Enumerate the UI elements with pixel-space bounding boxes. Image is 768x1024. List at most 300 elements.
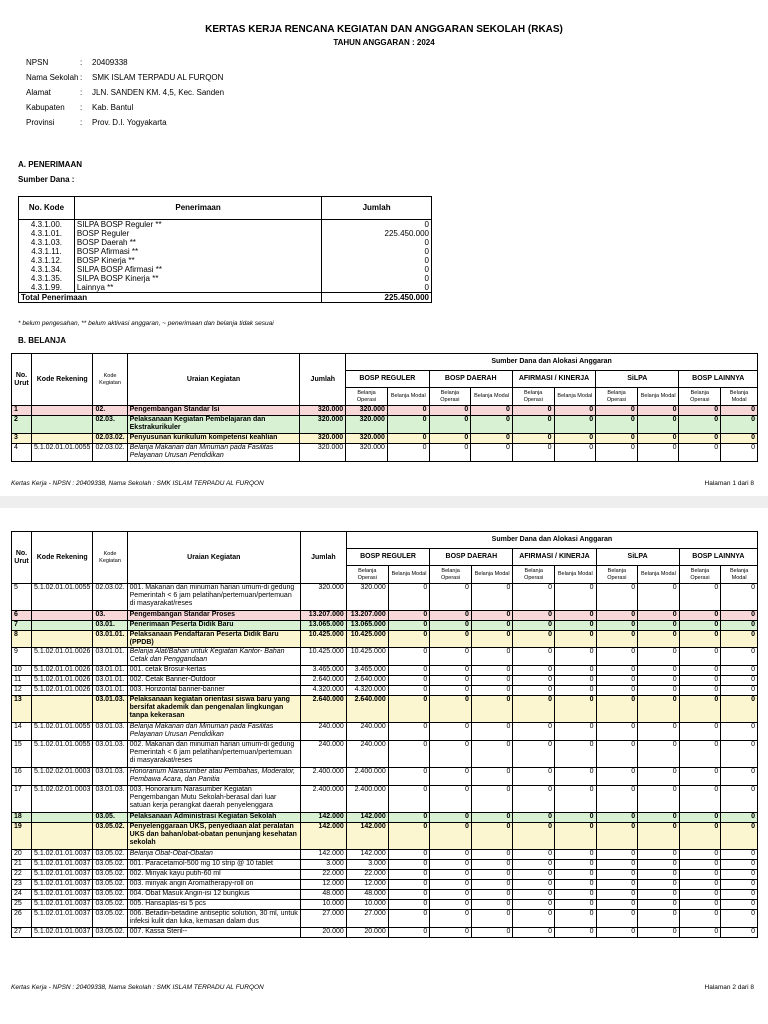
- cell-alokasi: 10.425.000: [346, 631, 388, 648]
- cell-alokasi: 0: [513, 910, 555, 928]
- info-key: Alamat: [26, 88, 51, 97]
- cell-no: 9: [12, 648, 32, 666]
- col-group: BOSP DAERAH: [429, 371, 512, 388]
- cell-uraian: Penyusunan kurikulum kompetensi keahlian: [127, 434, 300, 444]
- cell-alokasi: 0: [429, 444, 471, 462]
- cell-alokasi: 10.000: [346, 900, 388, 910]
- cell-alokasi: 0: [679, 444, 721, 462]
- cell-alokasi: 0: [430, 666, 472, 676]
- cell-alokasi: 2.400.000: [346, 786, 388, 813]
- cell-alokasi: 0: [471, 621, 513, 631]
- total-label: Total Penerimaan: [19, 293, 322, 303]
- cell-kode: 4.3.1.35.: [19, 274, 75, 283]
- cell-alokasi: 0: [555, 648, 597, 666]
- cell-alokasi: 0: [430, 823, 472, 850]
- info-key: Provinsi: [26, 118, 55, 127]
- cell-alokasi: 0: [638, 850, 680, 860]
- cell-kode-kegiatan: 03.05.02.: [93, 880, 127, 890]
- cell-alokasi: 0: [721, 860, 758, 870]
- cell-alokasi: 10.425.000: [346, 648, 388, 666]
- cell-alokasi: 0: [679, 910, 721, 928]
- document-subtitle: TAHUN ANGGARAN : 2024: [333, 38, 435, 47]
- cell-kode-rekening: 5.1.02.01.01.0055: [31, 723, 92, 741]
- cell-kode-kegiatan: 02.03.02.: [93, 584, 127, 611]
- col-group: BOSP REGULER: [346, 549, 430, 566]
- cell-alokasi: 0: [555, 621, 597, 631]
- cell-alokasi: 0: [555, 666, 597, 676]
- cell-alokasi: 0: [721, 768, 758, 786]
- cell-kode-kegiatan: 03.01.03.: [93, 696, 127, 723]
- cell-alokasi: 27.000: [346, 910, 388, 928]
- cell-no: 6: [12, 611, 32, 621]
- cell-jumlah: 3.000: [300, 860, 346, 870]
- info-value: Kab. Bantul: [92, 103, 134, 112]
- cell-alokasi: 0: [471, 676, 513, 686]
- cell-penerimaan: BOSP Daerah **: [74, 238, 321, 247]
- col-belanja-operasi: Belanja Operasi: [513, 566, 555, 584]
- info-row: [26, 118, 224, 133]
- col-belanja-operasi: Belanja Operasi: [430, 566, 472, 584]
- cell-jumlah: 2.640.000: [300, 696, 346, 723]
- cell-alokasi: 0: [555, 823, 597, 850]
- cell-no: 8: [12, 631, 32, 648]
- cell-alokasi: 0: [387, 406, 429, 416]
- penerimaan-note: * belum pengesahan, ** belum aktivasi anggaran, ~ penerimaan dan belanja tidak sesuai: [18, 320, 274, 327]
- cell-jumlah: 10.000: [300, 900, 346, 910]
- cell-kode-kegiatan: 03.: [93, 611, 127, 621]
- info-row: [26, 88, 224, 103]
- cell-alokasi: 0: [513, 850, 555, 860]
- cell-kode-rekening: [31, 813, 92, 823]
- cell-alokasi: 0: [596, 880, 638, 890]
- cell-alokasi: 0: [638, 723, 680, 741]
- cell-alokasi: 0: [471, 900, 513, 910]
- cell-alokasi: 0: [430, 870, 472, 880]
- cell-alokasi: 12.000: [346, 880, 388, 890]
- cell-alokasi: 0: [471, 823, 513, 850]
- col-uraian: Uraian Kegiatan: [127, 532, 300, 584]
- cell-alokasi: 0: [721, 890, 758, 900]
- school-info: [26, 58, 224, 133]
- cell-jumlah: 225.450.000: [322, 229, 432, 238]
- cell-alokasi: 0: [555, 890, 597, 900]
- col-belanja-modal: Belanja Modal: [721, 388, 758, 406]
- cell-uraian: 004. Obat Masuk Angin-isi 12 bungkus: [127, 890, 300, 900]
- cell-alokasi: 48.000: [346, 890, 388, 900]
- cell-alokasi: 0: [721, 444, 758, 462]
- cell-alokasi: 0: [430, 686, 472, 696]
- col-penerimaan: Penerimaan: [74, 197, 321, 220]
- cell-uraian: Pelaksanaan Administrasi Kegiatan Sekolah: [127, 813, 300, 823]
- cell-alokasi: 0: [471, 890, 513, 900]
- total-value: 225.450.000: [322, 293, 432, 303]
- cell-alokasi: 0: [555, 611, 597, 621]
- cell-alokasi: 0: [596, 648, 638, 666]
- penerimaan-row: [19, 238, 432, 247]
- cell-alokasi: 0: [513, 860, 555, 870]
- cell-alokasi: 0: [638, 928, 680, 938]
- cell-alokasi: 0: [429, 434, 471, 444]
- cell-jumlah: 3.465.000: [300, 666, 346, 676]
- cell-alokasi: 0: [554, 434, 596, 444]
- cell-uraian: 002. Minyak kayu putih-60 ml: [127, 870, 300, 880]
- cell-alokasi: 0: [513, 741, 555, 768]
- cell-no: 17: [12, 786, 32, 813]
- cell-alokasi: 0: [638, 900, 680, 910]
- cell-alokasi: 0: [555, 584, 597, 611]
- cell-alokasi: 0: [513, 696, 555, 723]
- cell-no: 2: [12, 416, 32, 434]
- cell-alokasi: 0: [721, 676, 758, 686]
- col-belanja-modal: Belanja Modal: [637, 388, 679, 406]
- cell-alokasi: 0: [471, 696, 513, 723]
- cell-jumlah: 0: [322, 256, 432, 265]
- cell-alokasi: 0: [555, 910, 597, 928]
- col-sumber-dana: Sumber Dana dan Alokasi Anggaran: [346, 354, 758, 371]
- cell-alokasi: 0: [596, 696, 638, 723]
- cell-alokasi: 0: [596, 723, 638, 741]
- col-belanja-modal: Belanja Modal: [471, 388, 513, 406]
- cell-alokasi: 0: [721, 648, 758, 666]
- cell-kode-rekening: 5.1.02.01.01.0055: [31, 741, 92, 768]
- belanja-row: [12, 823, 758, 850]
- cell-no: 12: [12, 686, 32, 696]
- cell-kode-kegiatan: 03.05.: [93, 813, 127, 823]
- col-group: BOSP DAERAH: [430, 549, 513, 566]
- cell-jumlah: 320.000: [300, 406, 346, 416]
- cell-alokasi: 0: [596, 406, 638, 416]
- cell-kode-rekening: 5.1.02.01.01.0037: [31, 900, 92, 910]
- cell-alokasi: 0: [638, 786, 680, 813]
- info-row: [26, 58, 224, 73]
- cell-jumlah: 13.065.000: [300, 621, 346, 631]
- cell-uraian: 003. Horizontal banner-banner: [127, 686, 300, 696]
- footer-left-page1: Kertas Kerja - NPSN : 20409338, Nama Sekolah : SMK ISLAM TERPADU AL FURQON: [11, 480, 264, 487]
- cell-kode-kegiatan: 03.01.: [93, 621, 127, 631]
- col-belanja-operasi: Belanja Operasi: [596, 566, 638, 584]
- cell-alokasi: 0: [554, 406, 596, 416]
- cell-kode-kegiatan: 03.01.03.: [93, 768, 127, 786]
- cell-alokasi: 0: [637, 434, 679, 444]
- cell-alokasi: 0: [513, 813, 555, 823]
- cell-alokasi: 0: [471, 880, 513, 890]
- cell-alokasi: 0: [638, 696, 680, 723]
- cell-alokasi: 0: [430, 910, 472, 928]
- cell-alokasi: 0: [596, 416, 638, 434]
- cell-alokasi: 142.000: [346, 850, 388, 860]
- cell-alokasi: 0: [513, 880, 555, 890]
- cell-alokasi: 0: [430, 928, 472, 938]
- cell-jumlah: 0: [322, 274, 432, 283]
- cell-kode-kegiatan: 03.05.02.: [93, 890, 127, 900]
- col-belanja-operasi: Belanja Operasi: [596, 388, 638, 406]
- cell-alokasi: 0: [679, 741, 721, 768]
- cell-alokasi: 0: [430, 900, 472, 910]
- cell-alokasi: 0: [513, 621, 555, 631]
- cell-alokasi: 13.065.000: [346, 621, 388, 631]
- cell-alokasi: 320.000: [346, 434, 388, 444]
- cell-uraian: 003. minyak angin Aromatherapy-roll on: [127, 880, 300, 890]
- cell-alokasi: 0: [596, 890, 638, 900]
- cell-alokasi: 0: [596, 686, 638, 696]
- cell-jumlah: 2.400.000: [300, 768, 346, 786]
- cell-alokasi: 0: [430, 813, 472, 823]
- cell-kode-rekening: 5.1.02.01.01.0037: [31, 890, 92, 900]
- col-belanja-operasi: Belanja Operasi: [346, 566, 388, 584]
- cell-alokasi: 0: [596, 666, 638, 676]
- cell-alokasi: 0: [430, 621, 472, 631]
- col-belanja-modal: Belanja Modal: [555, 566, 597, 584]
- cell-alokasi: 0: [430, 611, 472, 621]
- cell-uraian: Belanja Obat-Obat-Obatan: [127, 850, 300, 860]
- info-value: 20409338: [92, 58, 128, 67]
- penerimaan-row: [19, 229, 432, 238]
- cell-alokasi: 0: [430, 648, 472, 666]
- cell-no: 1: [12, 406, 32, 416]
- col-belanja-operasi: Belanja Operasi: [429, 388, 471, 406]
- cell-penerimaan: BOSP Kinerja **: [74, 256, 321, 265]
- cell-alokasi: 0: [513, 870, 555, 880]
- cell-alokasi: 0: [679, 890, 721, 900]
- cell-alokasi: 0: [471, 768, 513, 786]
- cell-alokasi: 240.000: [346, 723, 388, 741]
- cell-kode-rekening: 5.1.02.02.01.0003: [31, 768, 92, 786]
- info-value: Prov. D.I. Yogyakarta: [92, 118, 167, 127]
- penerimaan-row: [19, 283, 432, 293]
- cell-alokasi: 0: [513, 666, 555, 676]
- cell-alokasi: 0: [471, 850, 513, 860]
- cell-alokasi: 0: [430, 786, 472, 813]
- cell-alokasi: 0: [555, 723, 597, 741]
- cell-kode-kegiatan: 03.01.03.: [93, 723, 127, 741]
- cell-kode-rekening: 5.1.02.01.01.0037: [31, 910, 92, 928]
- cell-alokasi: 0: [388, 860, 430, 870]
- cell-kode-kegiatan: 03.01.01.: [93, 666, 127, 676]
- cell-alokasi: 0: [512, 406, 554, 416]
- cell-no: 27: [12, 928, 32, 938]
- cell-alokasi: 0: [637, 444, 679, 462]
- cell-uraian: Pelaksanaan Pendaftaran Peserta Didik Baru (PPDB): [127, 631, 300, 648]
- info-colon: :: [80, 58, 83, 67]
- cell-alokasi: 0: [638, 910, 680, 928]
- cell-jumlah: 0: [322, 220, 432, 230]
- cell-alokasi: 0: [596, 768, 638, 786]
- cell-alokasi: 0: [513, 686, 555, 696]
- cell-alokasi: 0: [638, 648, 680, 666]
- cell-kode-kegiatan: 03.05.02.: [93, 900, 127, 910]
- col-belanja-operasi: Belanja Operasi: [512, 388, 554, 406]
- cell-alokasi: 0: [429, 416, 471, 434]
- belanja-row: [12, 444, 758, 462]
- col-belanja-modal: Belanja Modal: [387, 388, 429, 406]
- cell-alokasi: 0: [388, 768, 430, 786]
- cell-alokasi: 0: [721, 823, 758, 850]
- cell-alokasi: 0: [471, 611, 513, 621]
- cell-kode-rekening: [31, 416, 92, 434]
- cell-alokasi: 0: [638, 666, 680, 676]
- belanja-row: [12, 611, 758, 621]
- cell-jumlah: 2.640.000: [300, 676, 346, 686]
- cell-alokasi: 0: [721, 584, 758, 611]
- cell-kode: 4.3.1.01.: [19, 229, 75, 238]
- cell-alokasi: 0: [388, 823, 430, 850]
- cell-alokasi: 0: [721, 880, 758, 890]
- cell-alokasi: 0: [513, 928, 555, 938]
- cell-jumlah: 0: [322, 238, 432, 247]
- cell-uraian: 006. Betadin-betadine antiseptic solution, 30 ml, untuk infeksi kulit dan luka, kemasan dalam dus: [127, 910, 300, 928]
- col-group: AFIRMASI / KINERJA: [512, 371, 595, 388]
- col-belanja-modal: Belanja Modal: [638, 566, 680, 584]
- cell-alokasi: 0: [388, 696, 430, 723]
- cell-jumlah: 0: [322, 283, 432, 293]
- cell-alokasi: 0: [679, 584, 721, 611]
- cell-alokasi: 0: [512, 444, 554, 462]
- belanja-row: [12, 910, 758, 928]
- col-belanja-operasi: Belanja Operasi: [679, 388, 721, 406]
- cell-alokasi: 2.400.000: [346, 768, 388, 786]
- cell-alokasi: 0: [430, 880, 472, 890]
- cell-alokasi: 0: [679, 813, 721, 823]
- cell-alokasi: 0: [471, 406, 513, 416]
- cell-alokasi: 0: [679, 823, 721, 850]
- cell-alokasi: 0: [721, 850, 758, 860]
- document-title: KERTAS KERJA RENCANA KEGIATAN DAN ANGGARAN SEKOLAH (RKAS): [205, 24, 563, 35]
- cell-uraian: Belanja Alat/Bahan untuk Kegiatan Kantor- Bahan Cetak dan Penggandaan: [127, 648, 300, 666]
- cell-penerimaan: BOSP Afirmasi **: [74, 247, 321, 256]
- cell-alokasi: 0: [638, 676, 680, 686]
- cell-uraian: 005. Hansaplas-isi 5 pcs: [127, 900, 300, 910]
- cell-kode-kegiatan: 03.01.03.: [93, 741, 127, 768]
- cell-alokasi: 0: [513, 823, 555, 850]
- cell-no: 10: [12, 666, 32, 676]
- cell-alokasi: 0: [555, 880, 597, 890]
- cell-alokasi: 0: [679, 686, 721, 696]
- cell-kode-kegiatan: 02.03.02.: [93, 434, 127, 444]
- cell-alokasi: 0: [679, 696, 721, 723]
- col-group: BOSP LAINNYA: [679, 549, 757, 566]
- cell-uraian: 007. Kassa Steril--: [127, 928, 300, 938]
- col-no-urut: No. Urut: [12, 354, 32, 406]
- cell-penerimaan: SILPA BOSP Reguler **: [74, 220, 321, 230]
- section-belanja: B. BELANJA: [18, 336, 67, 345]
- cell-alokasi: 0: [679, 786, 721, 813]
- cell-kode-rekening: 5.1.02.01.01.0026: [31, 686, 92, 696]
- cell-alokasi: 0: [638, 631, 680, 648]
- cell-kode-rekening: [31, 406, 92, 416]
- cell-alokasi: 0: [388, 928, 430, 938]
- cell-uraian: 001. Makanan dan minuman harian umum-di gedung Pemerintah < 6 jam pelatihan/pertemuan/pertemuan di masyarakat/reses: [127, 584, 300, 611]
- col-belanja-modal: Belanja Modal: [388, 566, 430, 584]
- cell-alokasi: 0: [721, 416, 758, 434]
- cell-alokasi: 0: [471, 434, 513, 444]
- cell-alokasi: 0: [679, 611, 721, 621]
- cell-alokasi: 0: [513, 890, 555, 900]
- col-belanja-modal: Belanja Modal: [721, 566, 758, 584]
- cell-alokasi: 0: [471, 416, 513, 434]
- cell-alokasi: 0: [679, 676, 721, 686]
- cell-alokasi: 0: [471, 666, 513, 676]
- cell-alokasi: 0: [555, 631, 597, 648]
- col-uraian: Uraian Kegiatan: [127, 354, 300, 406]
- cell-no: 14: [12, 723, 32, 741]
- cell-kode-rekening: 5.1.02.01.01.0037: [31, 880, 92, 890]
- cell-alokasi: 0: [721, 611, 758, 621]
- cell-alokasi: 20.000: [346, 928, 388, 938]
- cell-alokasi: 0: [679, 666, 721, 676]
- cell-uraian: Penyelenggaraan UKS, penyediaan alat peralatan UKS dan bahan/obat-obatan penunjang kesehatan sekolah: [127, 823, 300, 850]
- cell-alokasi: 0: [555, 870, 597, 880]
- cell-alokasi: 0: [679, 900, 721, 910]
- cell-uraian: Pengembangan Standar Isi: [127, 406, 300, 416]
- cell-alokasi: 0: [721, 723, 758, 741]
- cell-alokasi: 0: [638, 823, 680, 850]
- cell-alokasi: 0: [388, 786, 430, 813]
- cell-alokasi: 0: [471, 741, 513, 768]
- cell-kode-kegiatan: 03.01.03.: [93, 786, 127, 813]
- cell-alokasi: 13.207.000: [346, 611, 388, 621]
- col-group: AFIRMASI / KINERJA: [513, 549, 596, 566]
- cell-kode-rekening: 5.1.02.01.01.0055: [31, 584, 92, 611]
- belanja-row: [12, 813, 758, 823]
- cell-alokasi: 0: [596, 621, 638, 631]
- cell-no: 26: [12, 910, 32, 928]
- cell-alokasi: 2.640.000: [346, 696, 388, 723]
- cell-alokasi: 0: [555, 686, 597, 696]
- penerimaan-row: [19, 220, 432, 230]
- col-no-kode: No. Kode: [19, 197, 75, 220]
- belanja-row: [12, 584, 758, 611]
- cell-alokasi: 0: [388, 813, 430, 823]
- cell-alokasi: 0: [596, 741, 638, 768]
- cell-jumlah: 240.000: [300, 741, 346, 768]
- cell-alokasi: 0: [388, 723, 430, 741]
- page-separator: [0, 496, 768, 508]
- cell-no: 25: [12, 900, 32, 910]
- cell-jumlah: 10.425.000: [300, 648, 346, 666]
- cell-alokasi: 0: [721, 666, 758, 676]
- cell-jumlah: 2.400.000: [300, 786, 346, 813]
- cell-alokasi: 0: [679, 648, 721, 666]
- cell-uraian: 001. Paracetamol-500 mg 10 strip @ 10 tablet: [127, 860, 300, 870]
- cell-alokasi: 0: [596, 786, 638, 813]
- cell-alokasi: 0: [430, 850, 472, 860]
- cell-alokasi: 0: [679, 870, 721, 880]
- cell-kode-kegiatan: 03.01.01.: [93, 686, 127, 696]
- cell-alokasi: 0: [596, 860, 638, 870]
- cell-alokasi: 0: [471, 723, 513, 741]
- cell-alokasi: 0: [596, 584, 638, 611]
- belanja-row: [12, 850, 758, 860]
- info-row: [26, 103, 224, 118]
- cell-kode-rekening: [31, 434, 92, 444]
- cell-kode-rekening: 5.1.02.01.01.0037: [31, 850, 92, 860]
- cell-alokasi: 0: [554, 416, 596, 434]
- col-kode-kegiatan: Kode Kegiatan: [93, 354, 127, 406]
- cell-alokasi: 0: [596, 631, 638, 648]
- cell-alokasi: 0: [596, 823, 638, 850]
- cell-alokasi: 0: [721, 741, 758, 768]
- cell-alokasi: 0: [596, 444, 638, 462]
- cell-alokasi: 0: [596, 870, 638, 880]
- info-row: [26, 73, 224, 88]
- cell-alokasi: 0: [513, 611, 555, 621]
- cell-kode-kegiatan: 03.05.02.: [93, 823, 127, 850]
- cell-kode-rekening: 5.1.02.01.01.0037: [31, 928, 92, 938]
- cell-no: 16: [12, 768, 32, 786]
- cell-alokasi: 0: [430, 723, 472, 741]
- cell-alokasi: 320.000: [346, 406, 388, 416]
- cell-alokasi: 0: [512, 416, 554, 434]
